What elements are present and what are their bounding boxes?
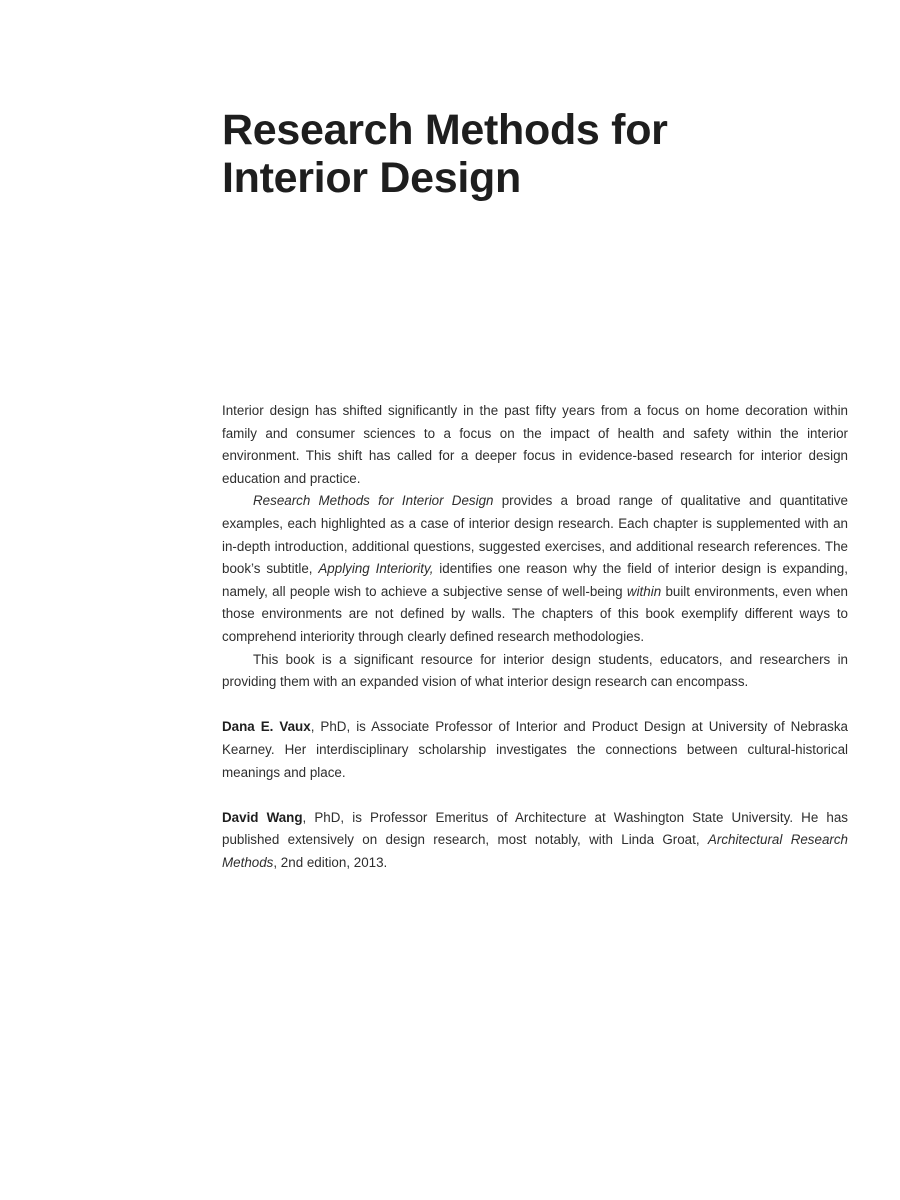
description-paragraph-3: This book is a significant resource for interior design students, educators, and researchers in providing them with an expanded vision of what interior design research can encompass. bbox=[222, 651, 848, 690]
author-bio-vaux-text: , PhD, is Associate Professor of Interior and Product Design at University of Nebraska Kearney. Her interdisciplinary scholarship investigates the connections between cultural-historical meanings and place. bbox=[222, 719, 848, 780]
wang-book-title-italic: Architectural Research Methods bbox=[222, 832, 848, 870]
within-italic: within bbox=[626, 583, 662, 599]
book-title-italic: Research Methods for Interior Design bbox=[253, 493, 494, 509]
description-paragraph-2 bbox=[222, 490, 848, 648]
book-title-line-1: Research Methods for bbox=[222, 106, 668, 154]
description-paragraph-1: Interior design has shifted significantly in the past fifty years from a focus on home decoration within family and consumer sciences to a focus on the impact of health and safety within the interior environment. This shift has called for a deeper focus in evidence-based research for interior design education and practice. bbox=[222, 403, 848, 486]
author-bio-vaux bbox=[222, 716, 848, 784]
book-title bbox=[222, 106, 782, 202]
book-description bbox=[222, 400, 848, 874]
description-paragraph-2-text-b: identifies one reason why the field of interior design is expanding, namely, all people wish to achieve a subjective sense of well-being bbox=[222, 561, 848, 599]
book-title-line-2: Interior Design bbox=[222, 154, 521, 202]
description-paragraph-2-text-c: built environments, even when those environments are not defined by walls. The chapters of this book exemplify different ways to comprehend interiority through clearly defined research methodologies. bbox=[222, 583, 849, 644]
book-subtitle-italic: Applying Interiority, bbox=[318, 561, 434, 577]
author-bio-wang-text-b: , 2nd edition, 2013. bbox=[273, 854, 388, 870]
description-paragraph-2-text-a: provides a broad range of qualitative and quantitative examples, each highlighted as a case of interior design research. Each chapter is supplemented with an in-depth introduction, additional questions, suggested exercises, and additional research references. The book’s subtitle, bbox=[222, 493, 848, 577]
author-name-vaux: Dana E. Vaux bbox=[222, 719, 311, 735]
author-bio-wang-text-a: , PhD, is Professor Emeritus of Architecture at Washington State University. He has published extensively on design research, most notably, with Linda Groat, bbox=[222, 809, 848, 848]
author-bio-wang bbox=[222, 807, 848, 875]
author-name-wang: David Wang bbox=[222, 809, 303, 825]
